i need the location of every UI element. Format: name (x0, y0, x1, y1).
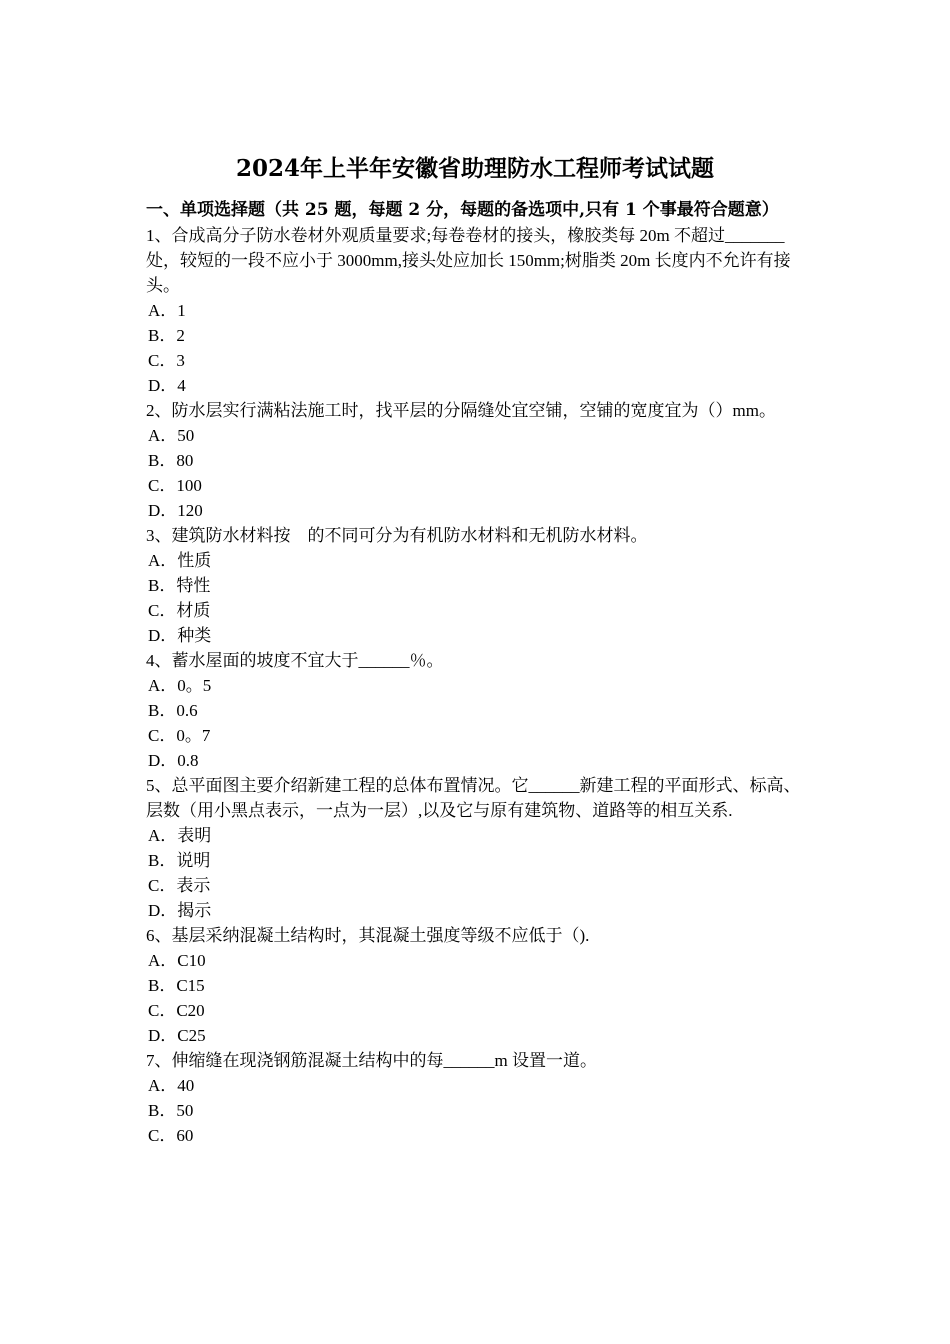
question-5 (146, 773, 811, 923)
option-c: C．材质 (148, 601, 211, 620)
option-c: C．C20 (148, 1001, 205, 1020)
option-d: D．120 (148, 501, 203, 520)
option-b: B．特性 (148, 576, 211, 595)
option-c: C．3 (148, 351, 185, 370)
option-a: A．表明 (148, 826, 212, 845)
question-3 (146, 523, 811, 648)
question-text: 5、总平面图主要介绍新建工程的总体布置情况。它______新建工程的平面形式、标高、层数（用小黑点表示，一点为一层）,以及它与原有建筑物、道路等的相互关系. (146, 776, 801, 820)
option-b: B．50 (148, 1101, 194, 1120)
option-a: A．40 (148, 1076, 195, 1095)
option-d: D．种类 (148, 626, 212, 645)
option-a: A．性质 (148, 551, 212, 570)
question-2 (146, 398, 811, 523)
option-c: C．60 (148, 1126, 194, 1145)
question-text: 3、建筑防水材料按 的不同可分为有机防水材料和无机防水材料。 (146, 526, 648, 545)
option-b: B．80 (148, 451, 194, 470)
option-a: A．50 (148, 426, 195, 445)
option-d: D．0.8 (148, 751, 199, 770)
option-a: A．C10 (148, 951, 206, 970)
option-b: B．0.6 (148, 701, 198, 720)
option-d: D．4 (148, 376, 186, 395)
section-heading: 一、单项选择题（共 25 题，每题 2 分，每题的备选项中,只有 1 个事最符合题意） (146, 200, 779, 220)
option-d: D．揭示 (148, 901, 212, 920)
option-c: C．表示 (148, 876, 211, 895)
option-d: D．C25 (148, 1026, 206, 1045)
question-6 (146, 923, 811, 1048)
question-text: 1、合成高分子防水卷材外观质量要求;每卷卷材的接头，橡胶类每 20m 不超过_______处，较短的一段不应小于 3000mm,接头处应加长 150mm;树脂类 20m 长度内不允许有接头。 (146, 226, 791, 295)
question-7 (146, 1048, 811, 1148)
document-body (146, 198, 811, 1148)
question-4 (146, 648, 811, 773)
option-a: A．1 (148, 301, 186, 320)
question-text: 6、基层采纳混凝土结构时，其混凝土强度等级不应低于（). (146, 926, 590, 945)
option-b: B．2 (148, 326, 185, 345)
document-title: 2024年上半年安徽省助理防水工程师考试试题 (235, 155, 714, 182)
question-text: 4、蓄水屋面的坡度不宜大于______％。 (146, 651, 444, 670)
option-a: A．0。5 (148, 676, 212, 695)
question-1 (146, 223, 811, 398)
option-b: B．C15 (148, 976, 205, 995)
question-text: 7、伸缩缝在现浇钢筋混凝土结构中的每______m 设置一道。 (146, 1051, 597, 1070)
option-c: C．100 (148, 476, 202, 495)
question-text: 2、防水层实行满粘法施工时，找平层的分隔缝处宜空铺，空铺的宽度宜为（）mm。 (146, 401, 776, 420)
option-b: B．说明 (148, 851, 211, 870)
option-c: C．0。7 (148, 726, 211, 745)
